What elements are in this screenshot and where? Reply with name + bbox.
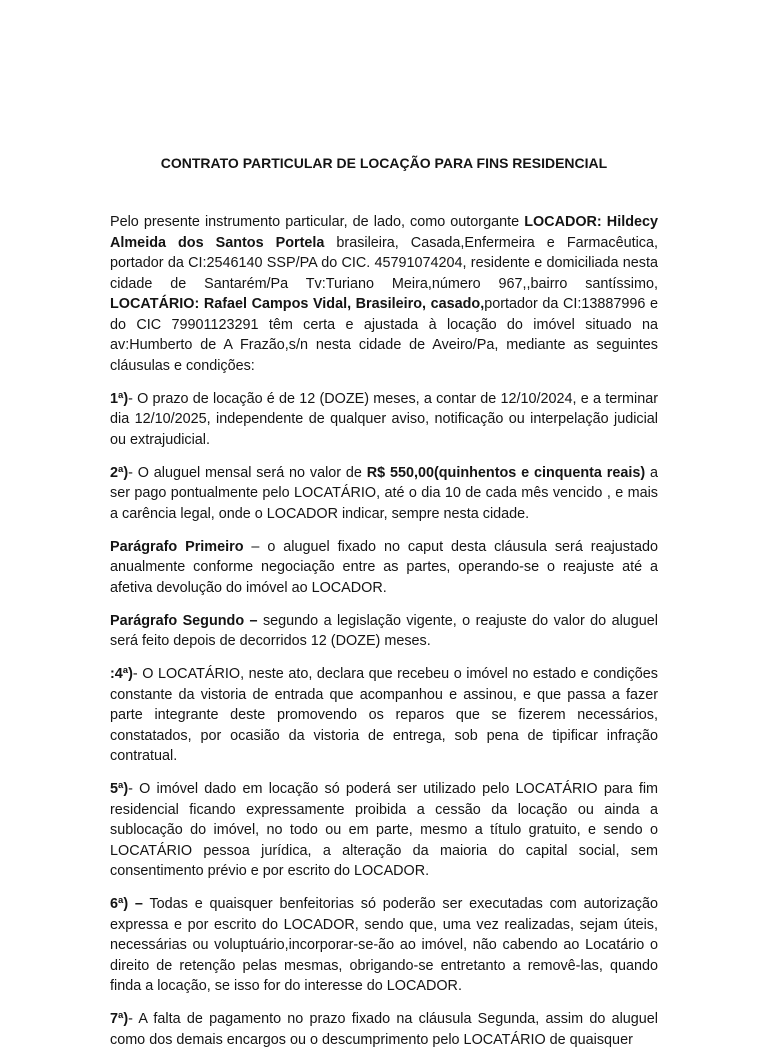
paragraph-segundo	[110, 611, 658, 652]
clause-6-number: 6ª) –	[110, 896, 143, 912]
clause-2-text-2: a ser pago pontualmente pelo LOCATÁRIO, até o dia 10 de cada mês vencido , e mais a carência legal, onde o LOCADOR indicar, sempre nesta cidade.	[110, 464, 658, 522]
clause-1-number: 1ª)	[110, 390, 129, 407]
paragraph-primeiro-label: Parágrafo Primeiro	[110, 538, 244, 555]
clause-7-number: 7ª)	[110, 1011, 129, 1027]
clause-4	[110, 664, 658, 767]
contract-title: CONTRATO PARTICULAR DE LOCAÇÃO PARA FINS RESIDENCIAL	[160, 155, 608, 171]
clause-4-number: :4ª)	[110, 666, 133, 682]
clause-2	[110, 463, 658, 525]
locador-label: LOCADOR: Hildecy Almeida dos Santos Portela	[110, 214, 658, 251]
rent-amount: R$ 550,00(quinhentos e cinquenta reais)	[366, 464, 646, 481]
paragraph-primeiro	[110, 537, 658, 599]
intro-text-1: Pelo presente instrumento particular, de lado, como outorgante	[110, 214, 525, 230]
clause-2-text-1: - O aluguel mensal será no valor de	[128, 464, 367, 481]
intro-paragraph	[110, 212, 658, 376]
paragraph-segundo-label: Parágrafo Segundo –	[110, 612, 258, 629]
clause-1-text: - O prazo de locação é de 12 (DOZE) meses, a contar de 12/10/2024, e a terminar dia 12/10/2025, independente de qualquer aviso, notificação ou interpelação judicial ou extrajudicial.	[110, 390, 658, 448]
clause-7	[110, 1009, 658, 1050]
clause-6	[110, 894, 658, 997]
intro-text-2: brasileira, Casada,Enfermeira e Farmacêutica, portador da CI:2546140 SSP/PA do CIC. 45791074204, residente e domiciliada nesta cidade de Santarém/Pa Tv:Turiano Meira,número 967,,bairro santíssimo,	[110, 234, 658, 292]
clause-4-text: - O LOCATÁRIO, neste ato, declara que recebeu o imóvel no estado e condições constante da vistoria de entrada que acompanhou e assinou, e que passa a fazer parte integrante deste promovendo os reparos que se fizerem necessários, constatados, por ocasião da vistoria de entrega, sob pena de tipificar infração contratual.	[110, 666, 658, 764]
clause-1	[110, 389, 658, 451]
contract-body	[110, 212, 658, 1063]
paragraph-segundo-text: segundo a legislação vigente, o reajuste do valor do aluguel será feito depois de decorridos 12 (DOZE) meses.	[110, 612, 658, 649]
clause-7-text: - A falta de pagamento no prazo fixado na cláusula Segunda, assim do aluguel como dos demais encargos ou o descumprimento pelo LOCATÁRIO de quaisquer	[110, 1011, 658, 1048]
intro-text-3: portador da CI:13887996 e do CIC 79901123291 têm certa e ajustada à locação do imóvel situado na av:Humberto de A Frazão,s/n nesta cidade de Aveiro/Pa, mediante as seguintes cláusulas e condições:	[110, 296, 658, 374]
clause-6-text: Todas e quaisquer benfeitorias só poderão ser executadas com autorização expressa e por escrito do LOCADOR, sendo que, uma vez realizadas, sejam úteis, necessárias ou voluptuário,incorporar-se-ão ao imóvel, não cabendo ao Locatário o direito de retenção pelas mesmas, obrigando-se entretanto a removê-las, quando finda a locação, se isso for do interesse do LOCADOR.	[110, 896, 658, 994]
clause-2-number: 2ª)	[110, 464, 129, 481]
clause-5	[110, 779, 658, 882]
clause-5-text: - O imóvel dado em locação só poderá ser utilizado pelo LOCATÁRIO para fim residencial ficando expressamente proibida a cessão da locação ou ainda a sublocação do imóvel, no todo ou em parte, mesmo a título gratuito, e sendo o LOCATÁRIO pessoa jurídica, a alteração da maioria do capital social, sem consentimento prévio e por escrito do LOCADOR.	[110, 781, 658, 879]
clause-5-number: 5ª)	[110, 781, 129, 797]
locatario-label: LOCATÁRIO: Rafael Campos Vidal, Brasileiro, casado,	[110, 296, 485, 312]
paragraph-primeiro-text: – o aluguel fixado no caput desta cláusula será reajustado anualmente conforme negociação entre as partes, operando-se o reajuste até a afetiva devolução do imóvel ao LOCADOR.	[110, 538, 658, 596]
